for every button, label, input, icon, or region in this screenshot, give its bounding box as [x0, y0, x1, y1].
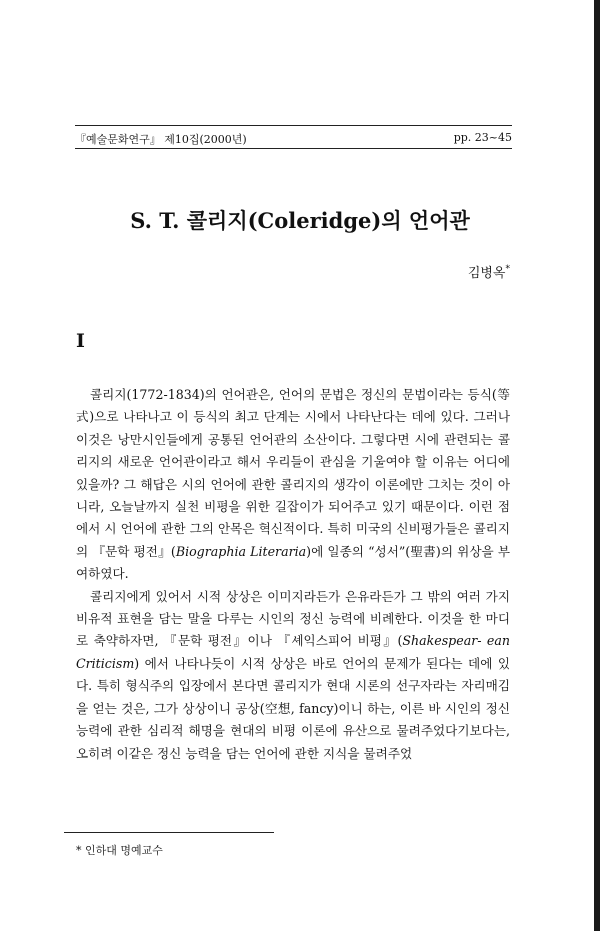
paragraph-2	[76, 586, 510, 765]
paragraph-1-text-b: )에 일종의 “성서”(聖書)의 위상을 부여하였다.	[76, 543, 511, 582]
section-heading: I	[76, 330, 85, 352]
header-top-rule	[75, 125, 512, 126]
paragraph-2-text-a: 콜리지에게 있어서 시적 상상은 이미지라든가 은유라든가 그 밖의 여러 가지 비유적 표현을 담는 말을 다루는 시인의 정신 능력에 비례한다. 이것을 한 마디로 축약하자면, 『문학 평전』이나 『셰익스피어 비평』(	[76, 588, 510, 649]
paragraph-1-italic-title: Biographia Literaria	[175, 543, 307, 559]
scan-edge	[594, 0, 600, 931]
footnote: * 인하대 명예교수	[76, 844, 163, 857]
running-title: 『예술문화연구』 제10집(2000년)	[75, 133, 247, 146]
footnote-rule	[64, 832, 274, 833]
page-range: pp. 23~45	[453, 131, 512, 144]
paragraph-1-text-a: 콜리지(1772-1834)의 언어관은, 언어의 문법은 정신의 문법이라는 등식(等式)으로 나타나고 이 등식의 최고 단계는 시에서 나타난다는 데에 있다. 그러나 이것은 낭만시인들에게 공통된 언어관의 소산이다. 그렇다면 시에 관련되는 콜리지의 새로운 언어관이라고 해서 우리들이 관심을 기울여야 할 이유는 어디에 있을까? 그 해답은 시의 언어에 관한 콜리지의 생각이 이론에만 그치는 것이 아니라, 오늘날까지 실천 비평을 위한 길잡이가 되어주고 있기 때문이다. 이런 점에서 시 언어에 관한 그의 안목은 혁신적이다. 특히 미국의 신비평가들은 콜리지의 『문학 평전』(	[76, 387, 510, 559]
author-text: 김병옥	[467, 266, 506, 281]
article-title: S. T. 콜리지(Coleridge)의 언어관	[130, 208, 470, 233]
body-text	[76, 384, 510, 765]
paragraph-2-text-b: ) 에서 나타나듯이 시적 상상은 바로 언어의 문제가 된다는 데에 있다. 특히 형식주의 입장에서 본다면 콜리지가 현대 시론의 선구자라는 자리매김을 얻는 것은, 그가 상상이니 공상(空想, fancy)이니 하는, 이른 바 시인의 정신 능력에 관한 심리적 해명을 현대의 비평 이론에 유산으로 물려주었다기보다는, 오히려 이같은 정신 능력을 담는 언어에 관한 지식을 물려주었	[76, 655, 510, 761]
paragraph-2-italic-title: Shakespear- ean Criticism	[76, 633, 511, 671]
header-bottom-rule	[75, 148, 512, 149]
paragraph-1	[76, 384, 510, 586]
author-name	[468, 262, 510, 281]
author-footnote-mark: *	[505, 264, 510, 275]
